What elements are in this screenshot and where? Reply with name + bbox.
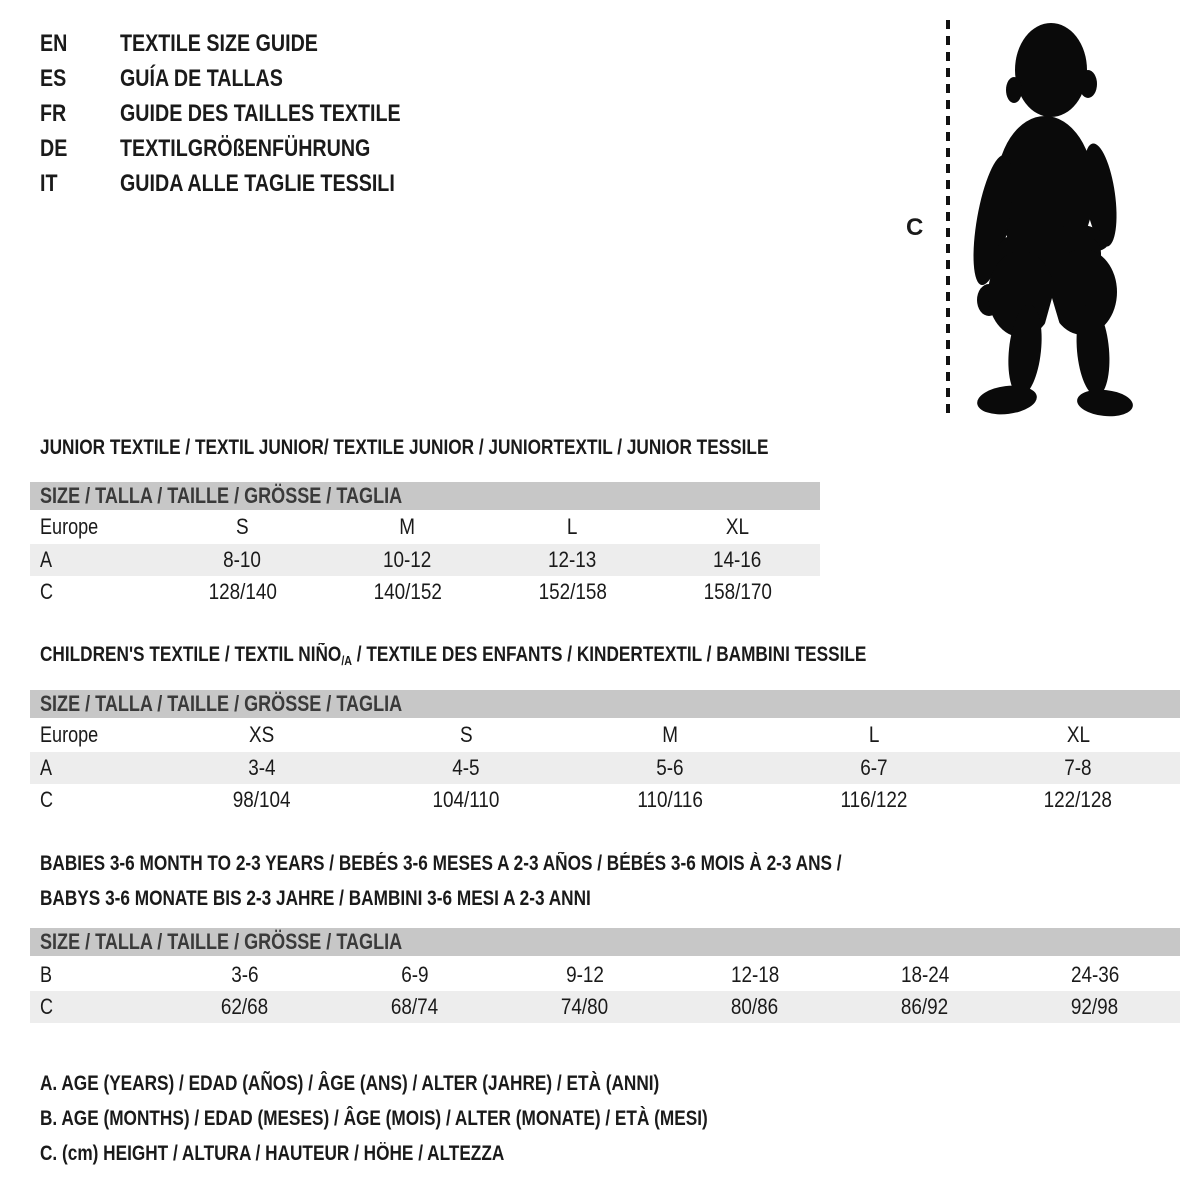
row-label: C [40,994,54,1019]
table-cell: 122/128 [1043,787,1113,812]
table-cell: 104/110 [432,787,500,812]
column-header: L [868,722,880,747]
lang-title-de: TEXTILGRÖßENFÜHRUNG [120,134,371,162]
babies-title-line2: BABYS 3-6 MONATE BIS 2-3 JAHRE / BAMBINI 3-6 MESI A 2-3 ANNI [40,887,591,910]
junior-section-title [40,436,928,460]
lang-code-fr: FR [40,99,67,127]
table-cell: 12-13 [548,547,597,572]
table-cell: 98/104 [233,787,291,812]
column-header: L [567,514,578,539]
table-cell: 128/140 [208,579,277,604]
junior-section-title-text: JUNIOR TEXTILE / TEXTIL JUNIOR/ TEXTILE JUNIOR / JUNIORTEXTIL / JUNIOR TESSILE [40,436,769,459]
region-label: Europe [40,514,99,539]
column-header: S [236,514,249,539]
table-cell: 6-9 [401,962,429,987]
children-size-header-bar [30,690,1180,718]
babies-title-line1: BABIES 3-6 MONTH TO 2-3 YEARS / BEBÉS 3-6 MESES A 2-3 AÑOS / BÉBÉS 3-6 MOIS À 2-3 ANS / [40,852,842,875]
column-header: S [459,722,473,747]
table-cell: 74/80 [561,994,609,1019]
table-cell: 8-10 [223,547,262,572]
babies-section-title [40,846,1018,916]
size-header-label: SIZE / TALLA / TAILLE / GRÖSSE / TAGLIA [40,691,403,716]
junior-size-header-bar [30,482,820,510]
children-section-title [40,643,1048,668]
lang-code-it: IT [40,169,58,197]
babies-size-table [30,928,1180,1023]
children-column-header-row [30,718,1180,752]
nino-a-subscript: /A [341,653,352,668]
height-measure-label: C [906,214,924,241]
table-cell: 80/86 [731,994,779,1019]
row-label: B [40,962,53,987]
table-row [30,752,1180,784]
lang-title-es: GUÍA DE TALLAS [120,64,283,92]
language-title-list [40,26,462,201]
table-cell: 14-16 [713,547,762,572]
table-cell: 5-6 [656,755,684,780]
table-row [30,784,1180,816]
lang-row-es [40,61,462,96]
row-label: A [40,755,53,780]
junior-column-header-row [30,510,820,544]
table-cell: 158/170 [703,579,772,604]
table-cell: 110/116 [637,787,703,812]
table-row [30,991,1180,1023]
table-cell: 6-7 [860,755,888,780]
row-label: C [40,787,54,812]
column-header: XL [1066,722,1090,747]
table-cell: 18-24 [900,962,950,987]
lang-code-es: ES [40,64,67,92]
lang-row-it [40,166,462,201]
table-cell: 3-4 [248,755,276,780]
table-row [30,959,1180,991]
height-measure-dashed-line [946,20,950,416]
column-header: XL [725,514,750,539]
table-cell: 3-6 [231,962,259,987]
table-cell: 7-8 [1064,755,1092,780]
children-section-title-text: CHILDREN'S TEXTILE / TEXTIL NIÑO/A / TEXTILE DES ENFANTS / KINDERTEXTIL / BAMBINI TESSILE [40,643,867,668]
table-cell: 86/92 [901,994,949,1019]
table-cell: 152/158 [538,579,607,604]
lang-code-de: DE [40,134,68,162]
lang-code-en: EN [40,29,68,57]
table-cell: 68/74 [391,994,439,1019]
child-silhouette-figure [965,20,1140,420]
footnote-a: A. AGE (YEARS) / EDAD (AÑOS) / ÂGE (ANS) / ALTER (JAHRE) / ETÀ (ANNI) [40,1072,660,1095]
lang-title-en: TEXTILE SIZE GUIDE [120,29,318,57]
footnote-c: C. (cm) HEIGHT / ALTURA / HAUTEUR / HÖHE / ALTEZZA [40,1142,505,1165]
table-cell: 12-18 [730,962,780,987]
junior-size-table [30,482,820,608]
size-header-label: SIZE / TALLA / TAILLE / GRÖSSE / TAGLIA [40,929,403,954]
table-row [30,544,820,576]
row-label: C [40,579,54,604]
size-header-label: SIZE / TALLA / TAILLE / GRÖSSE / TAGLIA [40,483,403,508]
column-header: M [399,514,416,539]
footnote-b: B. AGE (MONTHS) / EDAD (MESES) / ÂGE (MOIS) / ALTER (MONATE) / ETÀ (MESI) [40,1107,708,1130]
column-header: XS [249,722,275,747]
table-cell: 10-12 [383,547,432,572]
table-cell: 9-12 [566,962,604,987]
legend-footnotes [40,1066,854,1171]
lang-title-fr: GUIDE DES TAILLES TEXTILE [120,99,401,127]
table-row [30,576,820,608]
table-cell: 62/68 [221,994,269,1019]
table-cell: 24-36 [1070,962,1120,987]
lang-row-fr [40,96,462,131]
table-cell: 116/122 [840,787,908,812]
babies-size-header-bar [30,928,1180,956]
lang-row-de [40,131,462,166]
lang-title-it: GUIDA ALLE TAGLIE TESSILI [120,169,395,197]
region-label: Europe [40,722,99,747]
table-cell: 140/152 [373,579,442,604]
table-cell: 92/98 [1071,994,1119,1019]
children-size-table [30,690,1180,816]
table-cell: 4-5 [452,755,480,780]
row-label: A [40,547,53,572]
column-header: M [662,722,678,747]
lang-row-en [40,26,462,61]
